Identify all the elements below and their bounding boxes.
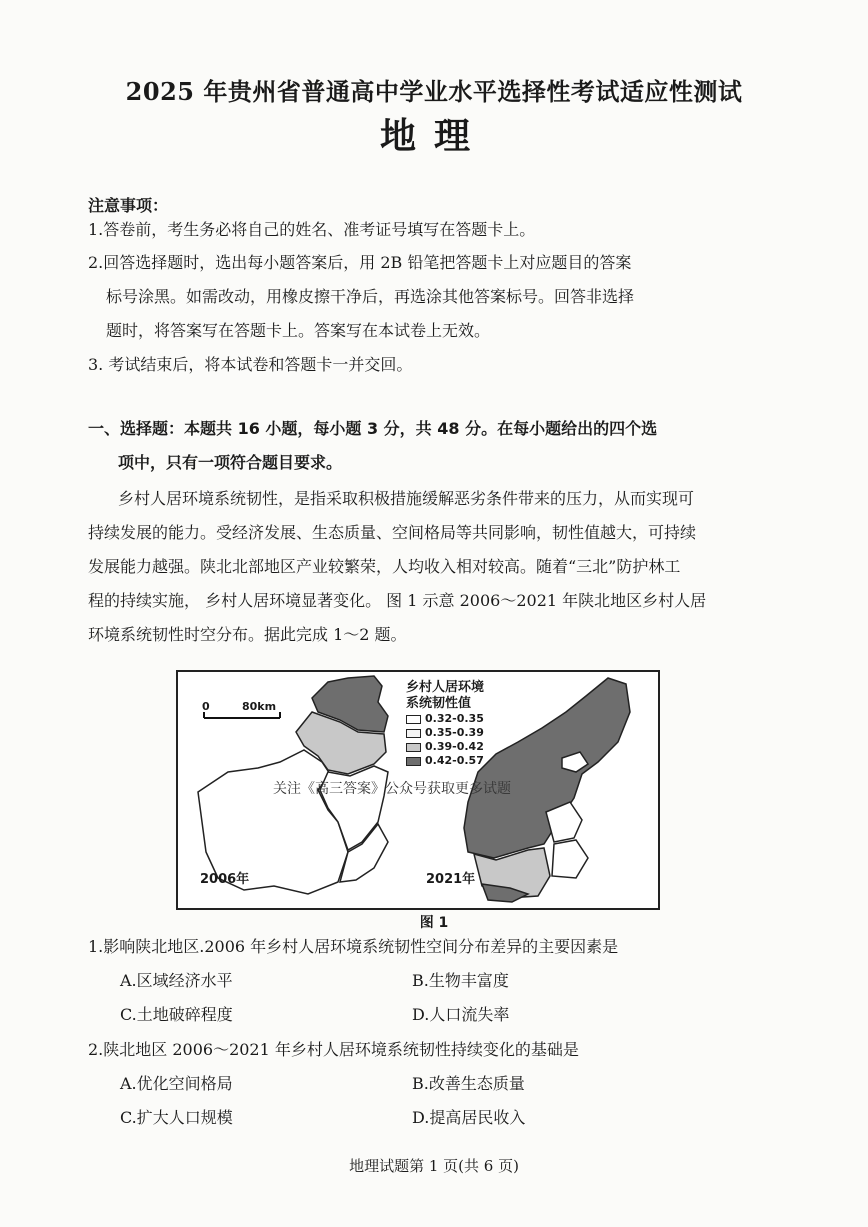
question-1-option-b: B.生物丰富度 xyxy=(412,971,509,990)
legend-item-1 xyxy=(406,712,484,725)
notice-item-2-line3: 题时，将答案写在答题卡上。答案写在本试卷上无效。 xyxy=(106,321,491,340)
scale-zero-label: 0 xyxy=(202,700,210,713)
legend-item-2 xyxy=(406,726,484,739)
subject-title: 地理 xyxy=(379,115,488,157)
legend-label: 0.42-0.57 xyxy=(425,754,484,767)
question-2-option-d: D.提高居民收入 xyxy=(412,1108,526,1127)
section-heading-line2: 项中，只有一项符合题目要求。 xyxy=(118,453,343,472)
question-1-option-a: A.区域经济水平 xyxy=(120,971,233,990)
year-label-2006: 2006年 xyxy=(200,872,250,887)
notice-item-3: 3. 考试结束后，将本试卷和答题卡一并交回。 xyxy=(88,355,413,374)
notice-heading: 注意事项： xyxy=(88,196,169,215)
question-1-option-d: D.人口流失率 xyxy=(412,1005,510,1024)
notice-item-2-line1: 2.回答选择题时，选出每小题答案后，用 2B 铅笔把答题卡上对应题目的答案 xyxy=(88,253,632,272)
legend-title-line2: 系统韧性值 xyxy=(406,696,472,711)
passage-line-1: 乡村人居环境系统韧性，是指采取积极措施缓解恶劣条件带来的压力，从而实现可 xyxy=(118,489,695,508)
exam-title: 2025 年贵州省普通高中学业水平选择性考试适应性测试 xyxy=(125,77,743,106)
page-footer: 地理试题第 1 页(共 6 页) xyxy=(349,1157,519,1175)
legend-item-3 xyxy=(406,740,484,753)
question-1-option-c: C.土地破碎程度 xyxy=(120,1005,233,1024)
passage-line-5: 环境系统韧性时空分布。据此完成 1～2 题。 xyxy=(88,625,407,644)
question-2-stem: 2.陕北地区 2006～2021 年乡村人居环境系统韧性持续变化的基础是 xyxy=(88,1040,579,1059)
legend-swatch xyxy=(406,757,421,766)
notice-item-1: 1.答卷前，考生务必将自己的姓名、准考证号填写在答题卡上。 xyxy=(88,220,536,239)
question-2-option-b: B.改善生态质量 xyxy=(412,1074,525,1093)
legend-label: 0.39-0.42 xyxy=(425,740,484,753)
region-2021-main xyxy=(464,678,630,858)
legend-item-4 xyxy=(406,754,484,767)
passage-line-3: 发展能力越强。陕北北部地区产业较繁荣，人均收入相对较高。随着“三北”防护林工 xyxy=(88,557,681,576)
notice-item-2-line2: 标号涂黑。如需改动，用橡皮擦干净后，再选涂其他答案标号。回答非选择 xyxy=(106,287,635,306)
legend-swatch xyxy=(406,743,421,752)
legend-swatch xyxy=(406,715,421,724)
question-2-option-a: A.优化空间格局 xyxy=(120,1074,233,1093)
region-2021-east-2 xyxy=(552,840,588,878)
passage-line-2: 持续发展的能力。受经济发展、生态质量、空间格局等共同影响，韧性值越大，可持续 xyxy=(88,523,697,542)
legend-swatch xyxy=(406,729,421,738)
year-label-2021: 2021年 xyxy=(426,872,476,887)
figure-caption: 图 1 xyxy=(419,915,449,931)
legend-title-line1: 乡村人居环境 xyxy=(406,680,485,695)
figure-1-map xyxy=(176,670,660,910)
legend-label: 0.35-0.39 xyxy=(425,726,484,739)
scale-distance-label: 80km xyxy=(242,700,277,713)
section-heading-line1: 一、选择题：本题共 16 小题，每小题 3 分，共 48 分。在每小题给出的四个选 xyxy=(88,419,658,438)
legend-label: 0.32-0.35 xyxy=(425,712,484,725)
question-2-option-c: C.扩大人口规模 xyxy=(120,1108,233,1127)
passage-line-4: 程的持续实施， 乡村人居环境显著变化。 图 1 示意 2006～2021 年陕北地区乡村人居 xyxy=(88,591,707,610)
watermark-text: 关注《高三答案》公众号获取更多试题 xyxy=(273,781,511,797)
question-1-stem: 1.影响陕北地区.2006 年乡村人居环境系统韧性空间分布差异的主要因素是 xyxy=(88,937,619,956)
